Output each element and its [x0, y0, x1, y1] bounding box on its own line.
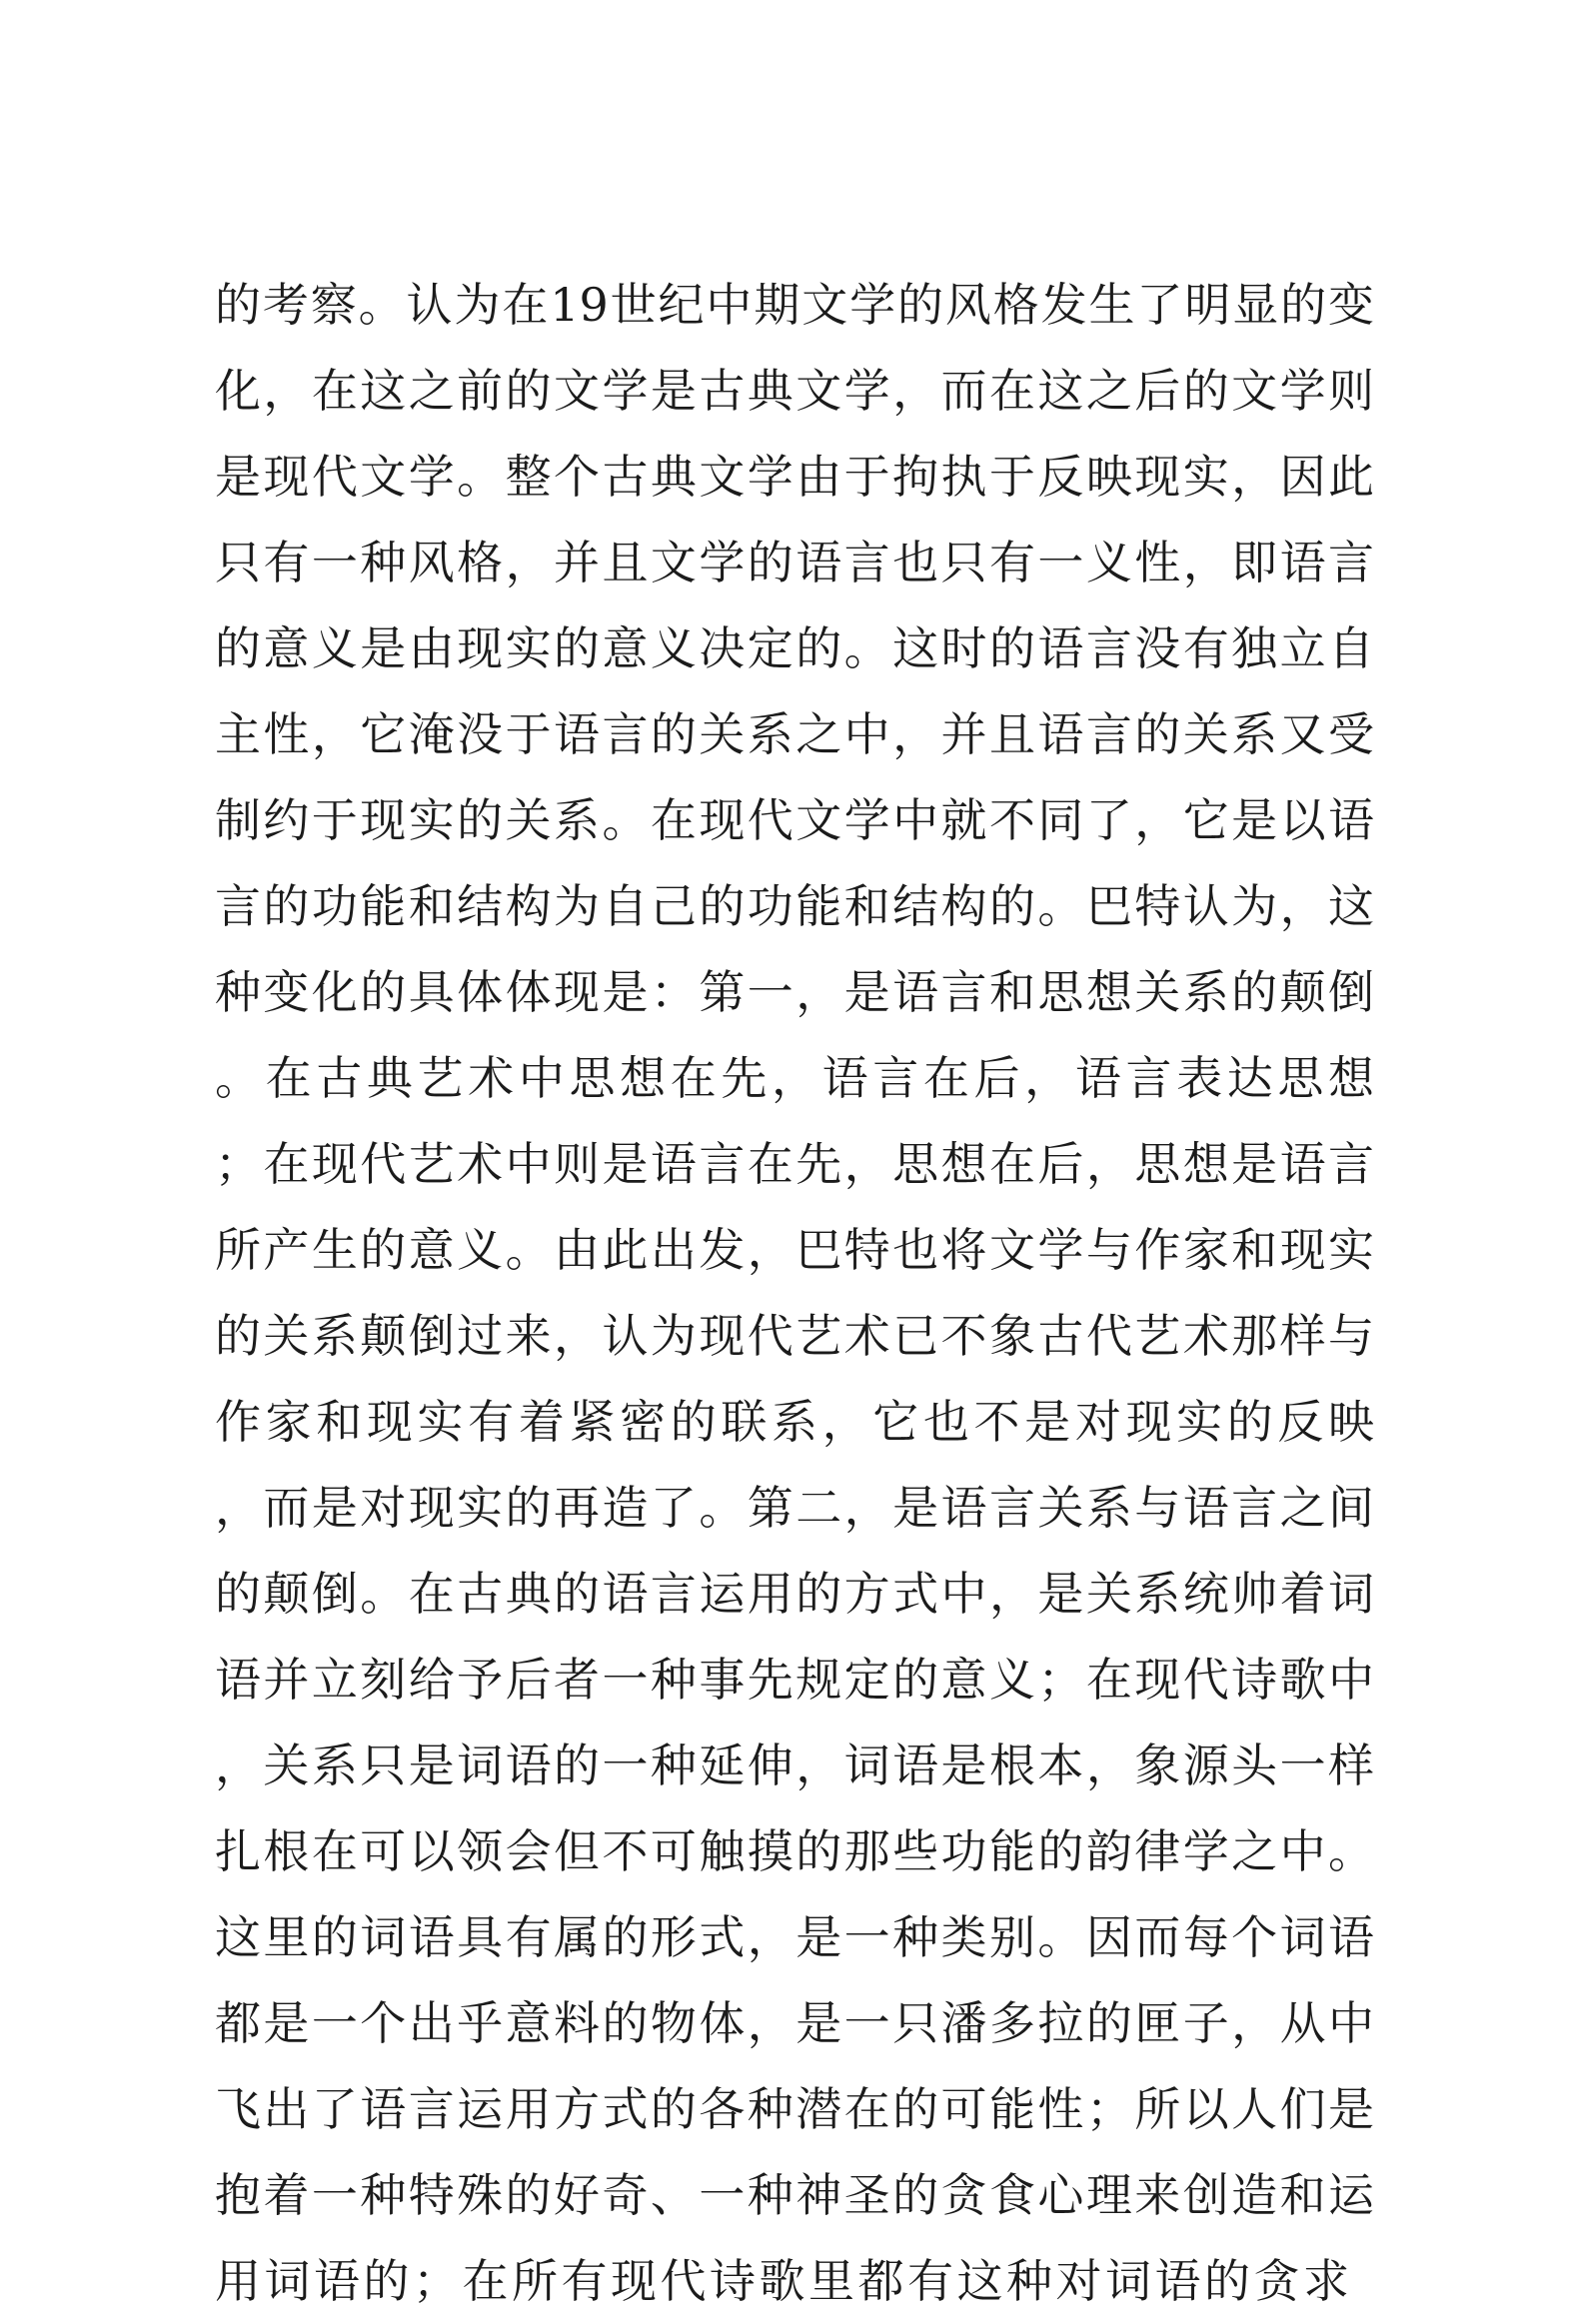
text-line: ；在现代艺术中则是语言在先，思想在后，思想是语言	[215, 1137, 1374, 1191]
text-line: 用词语的；在所有现代诗歌里都有这种对词语的贪求	[215, 2254, 1353, 2308]
text-line: 抱着一种特殊的好奇、一种神圣的贪食心理来创造和运	[215, 2168, 1374, 2222]
text-line: 扎根在可以领会但不可触摸的那些功能的韵律学之中。	[215, 1824, 1374, 1878]
text-line: 的意义是由现实的意义决定的。这时的语言没有独立自	[215, 621, 1374, 675]
text-line: 种变化的具体体现是：第一，是语言和思想关系的颠倒	[215, 965, 1374, 1019]
text-line: 只有一种风格，并且文学的语言也只有一义性，即语言	[215, 536, 1374, 589]
text-line: ，而是对现实的再造了。第二，是语言关系与语言之间	[215, 1481, 1374, 1535]
body-text	[215, 262, 1374, 2324]
text-line: 飞出了语言运用方式的各种潜在的可能性；所以人们是	[215, 2082, 1374, 2136]
text-line: 制约于现实的关系。在现代文学中就不同了，它是以语	[215, 793, 1374, 847]
text-line: 这里的词语具有属的形式，是一种类别。因而每个词语	[215, 1910, 1374, 1964]
text-line: 是现代文学。整个古典文学由于拘执于反映现实，因此	[215, 450, 1374, 504]
text-line: 都是一个出乎意料的物体，是一只潘多拉的匣子，从中	[215, 1996, 1374, 2050]
text-line: 语并立刻给予后者一种事先规定的意义；在现代诗歌中	[215, 1653, 1374, 1707]
text-line: 的颠倒。在古典的语言运用的方式中，是关系统帅着词	[215, 1567, 1374, 1621]
text-line: ，关系只是词语的一种延伸，词语是根本，象源头一样	[215, 1739, 1374, 1792]
text-line: 所产生的意义。由此出发，巴特也将文学与作家和现实	[215, 1223, 1374, 1277]
text-line: 的考察。认为在19世纪中期文学的风格发生了明显的变	[215, 278, 1374, 332]
text-line: 主性，它淹没于语言的关系之中，并且语言的关系又受	[215, 707, 1374, 761]
text-line: 言的功能和结构为自己的功能和结构的。巴特认为，这	[215, 879, 1374, 933]
text-line: 作家和现实有着紧密的联系，它也不是对现实的反映	[215, 1395, 1374, 1449]
text-line: 。在古典艺术中思想在先，语言在后，语言表达思想	[215, 1051, 1374, 1105]
text-line: 的关系颠倒过来，认为现代艺术已不象古代艺术那样与	[215, 1309, 1374, 1363]
text-line: 化，在这之前的文学是古典文学，而在这之后的文学则	[215, 364, 1374, 418]
